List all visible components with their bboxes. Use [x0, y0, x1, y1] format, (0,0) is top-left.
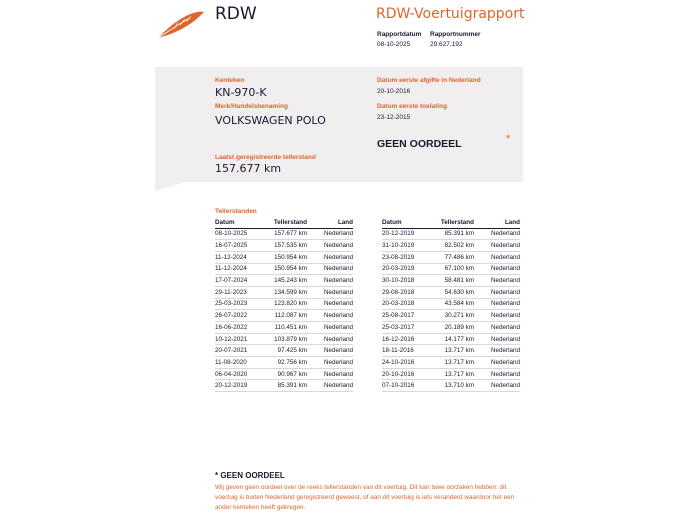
cell-land: Nederland: [474, 368, 520, 380]
cell-land: Nederland: [474, 345, 520, 357]
table-row: [382, 286, 520, 298]
cell-tellerstand: 58.481 km: [438, 275, 474, 287]
cell-land: Nederland: [474, 286, 520, 298]
cell-land: Nederland: [307, 228, 353, 240]
cell-datum: 07-10-2016: [382, 380, 438, 392]
cell-datum: 16-12-2016: [382, 333, 438, 345]
col-datum: Datum: [215, 219, 271, 228]
cell-datum: 23-08-2019: [382, 251, 438, 263]
table-row: [215, 333, 353, 345]
cell-land: Nederland: [307, 310, 353, 322]
table-row: [215, 275, 353, 287]
cell-tellerstand: 20.189 km: [438, 322, 474, 334]
tellerstand-value: 157.677 km: [215, 162, 282, 175]
cell-datum: 08-10-2025: [215, 228, 271, 240]
cell-tellerstand: 90.967 km: [271, 368, 307, 380]
eerste-afgifte-value: 20-10-2016: [377, 88, 411, 95]
cell-datum: 20-03-2019: [382, 263, 438, 275]
tellerstanden-table-left: [215, 219, 353, 392]
cell-tellerstand: 157.535 km: [271, 240, 307, 252]
table-header-row: [382, 219, 520, 228]
cell-land: Nederland: [307, 263, 353, 275]
cell-datum: 16-07-2025: [215, 240, 271, 252]
table-row: [215, 357, 353, 369]
table-row: [382, 310, 520, 322]
table-row: [215, 298, 353, 310]
cell-land: Nederland: [307, 380, 353, 392]
cell-land: Nederland: [474, 240, 520, 252]
col-tellerstand: Tellerstand: [438, 219, 474, 228]
cell-tellerstand: 92.756 km: [271, 357, 307, 369]
table-row: [382, 228, 520, 240]
cell-tellerstand: 85.391 km: [438, 228, 474, 240]
cell-datum: 11-12-2024: [215, 251, 271, 263]
cell-tellerstand: 150.954 km: [271, 251, 307, 263]
merk-value: VOLKSWAGEN POLO: [215, 114, 326, 127]
table-row: [382, 251, 520, 263]
table-row: [215, 310, 353, 322]
cell-land: Nederland: [307, 368, 353, 380]
table-row: [382, 322, 520, 334]
cell-land: Nederland: [474, 310, 520, 322]
table-row: [382, 357, 520, 369]
cell-tellerstand: 13.710 km: [438, 380, 474, 392]
col-land: Land: [307, 219, 353, 228]
eerste-toelating-label: Datum eerste toelating: [377, 103, 448, 110]
table-row: [382, 263, 520, 275]
cell-land: Nederland: [307, 240, 353, 252]
table-row: [382, 380, 520, 392]
note-title: * GEEN OORDEEL: [215, 471, 285, 480]
cell-datum: 26-07-2022: [215, 310, 271, 322]
cell-tellerstand: 82.502 km: [438, 240, 474, 252]
table-row: [382, 368, 520, 380]
cell-datum: 30-10-2018: [382, 275, 438, 287]
cell-datum: 20-12-2019: [215, 380, 271, 392]
cell-datum: 18-11-2016: [382, 345, 438, 357]
report-date-value: 08-10-2025: [377, 41, 411, 48]
cell-land: Nederland: [307, 286, 353, 298]
report-title: RDW-Voertuigrapport: [376, 6, 525, 22]
cell-datum: 06-04-2020: [215, 368, 271, 380]
table-row: [382, 333, 520, 345]
table-row: [215, 380, 353, 392]
cell-tellerstand: 97.425 km: [271, 345, 307, 357]
tellerstanden-table-right: [382, 219, 520, 392]
vehicle-panel-tab: [155, 182, 185, 191]
cell-datum: 20-03-2018: [382, 298, 438, 310]
cell-datum: 11-08-2020: [215, 357, 271, 369]
cell-tellerstand: 43.584 km: [438, 298, 474, 310]
report-number-value: 29.627.192: [430, 41, 463, 48]
cell-land: Nederland: [474, 251, 520, 263]
cell-tellerstand: 85.391 km: [271, 380, 307, 392]
cell-datum: 11-12-2024: [215, 263, 271, 275]
cell-tellerstand: 13.717 km: [438, 368, 474, 380]
cell-tellerstand: 77.486 km: [438, 251, 474, 263]
table-row: [215, 228, 353, 240]
feather-logo-icon: [156, 8, 206, 40]
col-tellerstand: Tellerstand: [271, 219, 307, 228]
cell-land: Nederland: [307, 322, 353, 334]
cell-land: Nederland: [307, 298, 353, 310]
kenteken-value: KN-970-K: [215, 86, 267, 99]
report-number-label: Rapportnummer: [430, 31, 481, 38]
cell-datum: 20-12-2019: [382, 228, 438, 240]
cell-tellerstand: 103.879 km: [271, 333, 307, 345]
cell-tellerstand: 14.177 km: [438, 333, 474, 345]
table-row: [382, 240, 520, 252]
cell-datum: 16-06-2022: [215, 322, 271, 334]
tellerstand-label: Laatst geregistreerde tellerstand: [215, 154, 316, 161]
table-row: [382, 298, 520, 310]
cell-tellerstand: 54.630 km: [438, 286, 474, 298]
cell-datum: 20-07-2021: [215, 345, 271, 357]
table-row: [215, 368, 353, 380]
cell-datum: 24-10-2016: [382, 357, 438, 369]
cell-tellerstand: 123.820 km: [271, 298, 307, 310]
table-row: [215, 251, 353, 263]
report-date-label: Rapportdatum: [377, 31, 422, 38]
table-row: [215, 286, 353, 298]
table-row: [215, 345, 353, 357]
cell-land: Nederland: [307, 357, 353, 369]
cell-land: Nederland: [474, 298, 520, 310]
cell-land: Nederland: [307, 333, 353, 345]
col-land: Land: [474, 219, 520, 228]
cell-datum: 20-10-2016: [382, 368, 438, 380]
vehicle-panel: [155, 67, 523, 182]
cell-datum: 29-11-2023: [215, 286, 271, 298]
table-row: [215, 240, 353, 252]
col-datum: Datum: [382, 219, 438, 228]
table-header-row: [215, 219, 353, 228]
cell-land: Nederland: [474, 380, 520, 392]
cell-land: Nederland: [474, 228, 520, 240]
cell-land: Nederland: [474, 357, 520, 369]
cell-tellerstand: 30.271 km: [438, 310, 474, 322]
table-row: [382, 345, 520, 357]
cell-land: Nederland: [474, 275, 520, 287]
report-date: [377, 31, 421, 48]
cell-tellerstand: 112.087 km: [271, 310, 307, 322]
report-number: [430, 31, 481, 48]
cell-tellerstand: 13.717 km: [438, 357, 474, 369]
merk-label: Merk/Handelsbenaming: [215, 103, 288, 110]
cell-land: Nederland: [474, 322, 520, 334]
table-row: [382, 275, 520, 287]
verdict-text: GEEN OORDEEL: [377, 138, 462, 150]
cell-tellerstand: 150.954 km: [271, 263, 307, 275]
cell-datum: 25-08-2017: [382, 310, 438, 322]
note-text: Wij geven geen oordeel over de reeks tellerstanden van dit voertuig. Dit kan twee oorzaken hebben: dit voertuig is buiten Nederland geregistreerd geweest, of aan dit voertuig is iets veranderd waardoor het een ander kenteken heeft gekregen.: [215, 484, 515, 511]
verdict-asterisk: *: [506, 133, 511, 145]
cell-land: Nederland: [474, 333, 520, 345]
cell-tellerstand: 157.677 km: [271, 228, 307, 240]
cell-land: Nederland: [307, 345, 353, 357]
cell-tellerstand: 134.599 km: [271, 286, 307, 298]
cell-tellerstand: 67.100 km: [438, 263, 474, 275]
eerste-toelating-value: 23-12-2015: [377, 114, 411, 121]
cell-datum: 31-10-2019: [382, 240, 438, 252]
cell-datum: 25-03-2023: [215, 298, 271, 310]
cell-land: Nederland: [307, 275, 353, 287]
tellerstanden-title: Tellerstanden: [215, 208, 257, 215]
cell-datum: 17-07-2024: [215, 275, 271, 287]
cell-tellerstand: 13.717 km: [438, 345, 474, 357]
brand-name: RDW: [215, 4, 257, 24]
table-row: [215, 263, 353, 275]
kenteken-label: Kenteken: [215, 77, 245, 84]
cell-tellerstand: 110.451 km: [271, 322, 307, 334]
cell-datum: 29-08-2018: [382, 286, 438, 298]
cell-land: Nederland: [474, 263, 520, 275]
cell-datum: 25-03-2017: [382, 322, 438, 334]
eerste-afgifte-label: Datum eerste afgifte in Nederland: [377, 77, 481, 84]
cell-land: Nederland: [307, 251, 353, 263]
cell-datum: 10-12-2021: [215, 333, 271, 345]
table-row: [215, 322, 353, 334]
cell-tellerstand: 145.243 km: [271, 275, 307, 287]
